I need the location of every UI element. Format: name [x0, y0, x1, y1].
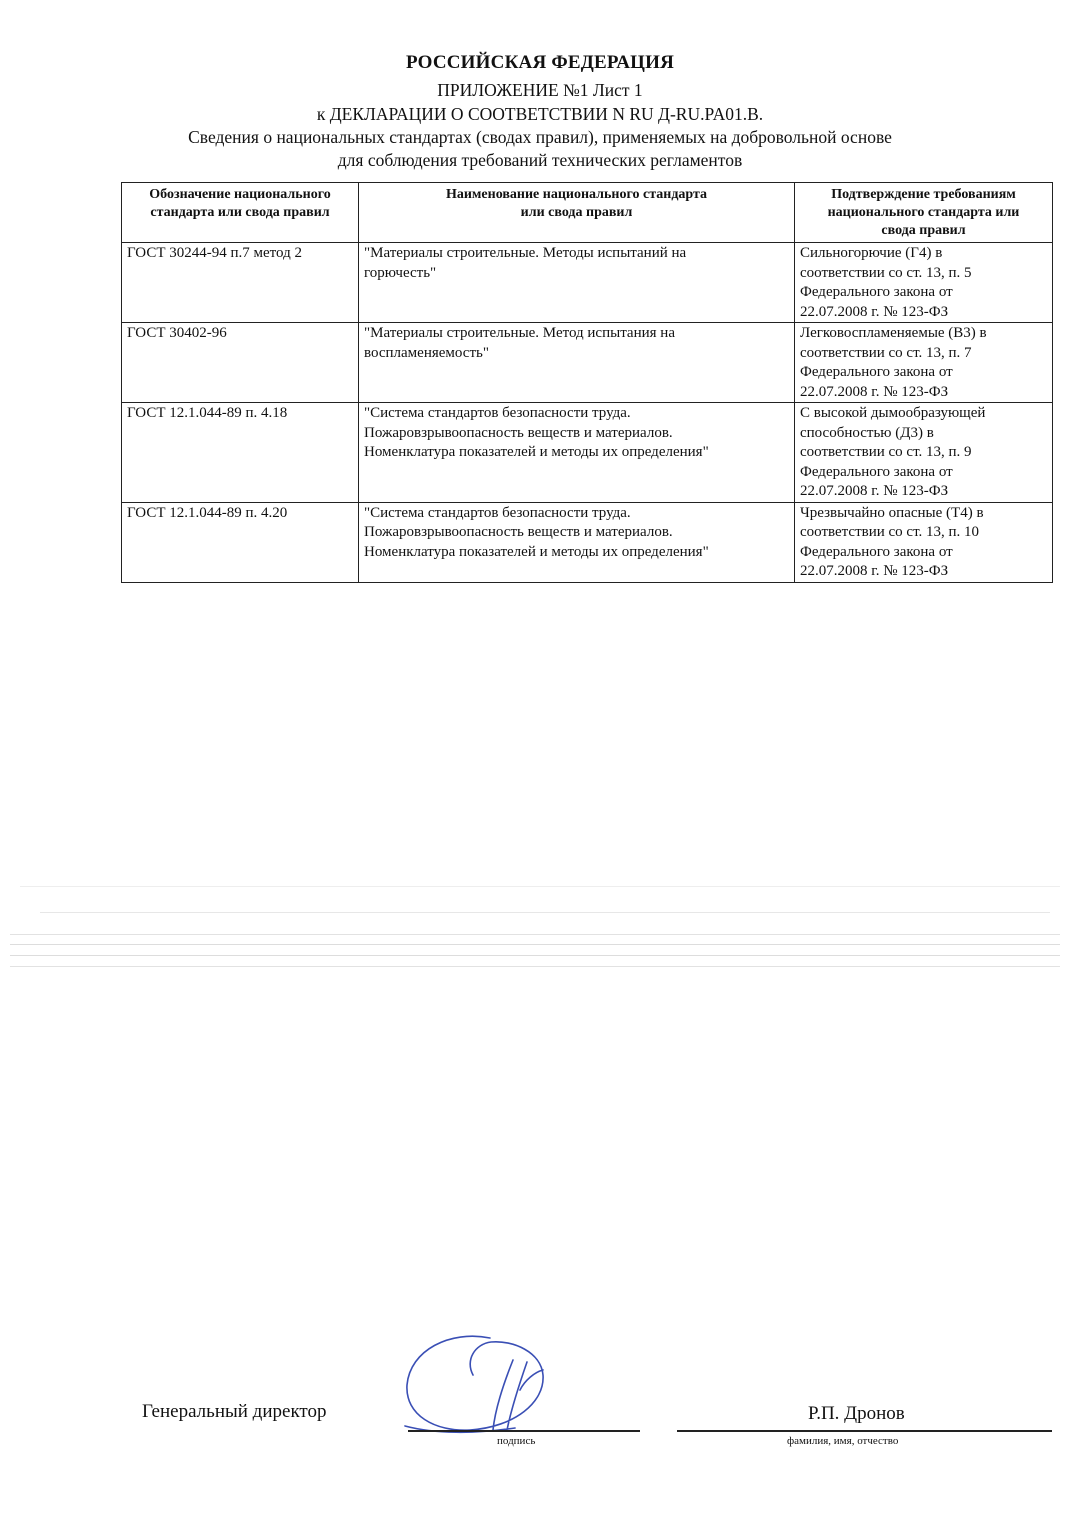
confirmation-cell: Легковоспламеняемые (В3) в соответствии со ст. 13, п. 7 Федерального закона от 22.07.2008 г. № 123-ФЗ [795, 323, 1053, 403]
signatory-name: Р.П. Дронов [808, 1403, 905, 1424]
declaration-reference: к ДЕКЛАРАЦИИ О СООТВЕТСТВИИ N RU Д-RU.PA01.B. [316, 104, 764, 124]
scan-artifact [10, 955, 1060, 956]
scan-artifact [20, 886, 1060, 887]
standards-description-line2: для соблюдения требований технических регламентов [337, 150, 743, 170]
table-row [122, 323, 1053, 403]
signature-line [408, 1430, 640, 1432]
confirmation-cell: Сильногорючие (Г4) в соответствии со ст. 13, п. 5 Федерального закона от 22.07.2008 г. № 123-ФЗ [795, 243, 1053, 323]
standard-name-cell: "Система стандартов безопасности труда. Пожаровзрывоопасность веществ и материалов. Номенклатура показателей и методы их определения" [359, 502, 795, 582]
standard-code-cell: ГОСТ 30402-96 [122, 323, 359, 403]
standard-name-cell: "Материалы строительные. Метод испытания на воспламеняемость" [359, 323, 795, 403]
scan-artifact [10, 966, 1060, 967]
column-header-name: Наименование национального стандарта или свода правил [359, 183, 795, 243]
standard-code-cell: ГОСТ 12.1.044-89 п. 4.20 [122, 502, 359, 582]
signature-caption: подпись [497, 1435, 536, 1447]
standards-description-line1: Сведения о национальных стандартах (сводах правил), применяемых на добровольной основе [188, 127, 892, 147]
column-header-confirmation: Подтверждение требованиям национального стандарта или свода правил [795, 183, 1053, 243]
signatory-role: Генеральный директор [142, 1401, 327, 1422]
handwritten-signature [395, 1330, 565, 1440]
standard-code-cell: ГОСТ 30244-94 п.7 метод 2 [122, 243, 359, 323]
column-header-code: Обозначение национального стандарта или свода правил [122, 183, 359, 243]
standard-name-cell: "Материалы строительные. Методы испытаний на горючесть" [359, 243, 795, 323]
country-title: РОССИЙСКАЯ ФЕДЕРАЦИЯ [405, 52, 675, 73]
scan-artifact [10, 944, 1060, 945]
table-row [122, 243, 1053, 323]
standard-name-cell: "Система стандартов безопасности труда. Пожаровзрывоопасность веществ и материалов. Номенклатура показателей и методы их определения" [359, 403, 795, 503]
appendix-title: ПРИЛОЖЕНИЕ №1 Лист 1 [437, 80, 643, 100]
confirmation-cell: С высокой дымообразующей способностью (Д3) в соответствии со ст. 13, п. 9 Федерального закона от 22.07.2008 г. № 123-ФЗ [795, 403, 1053, 503]
name-caption: фамилия, имя, отчество [787, 1435, 899, 1447]
table-header-row [122, 183, 1053, 243]
table-row [122, 502, 1053, 582]
name-line [677, 1430, 1052, 1432]
scan-artifact [10, 934, 1060, 935]
table-row [122, 403, 1053, 503]
scan-artifact [40, 912, 1050, 913]
standards-table [121, 182, 1053, 583]
confirmation-cell: Чрезвычайно опасные (Т4) в соответствии со ст. 13, п. 10 Федерального закона от 22.07.2008 г. № 123-ФЗ [795, 502, 1053, 582]
standard-code-cell: ГОСТ 12.1.044-89 п. 4.18 [122, 403, 359, 503]
